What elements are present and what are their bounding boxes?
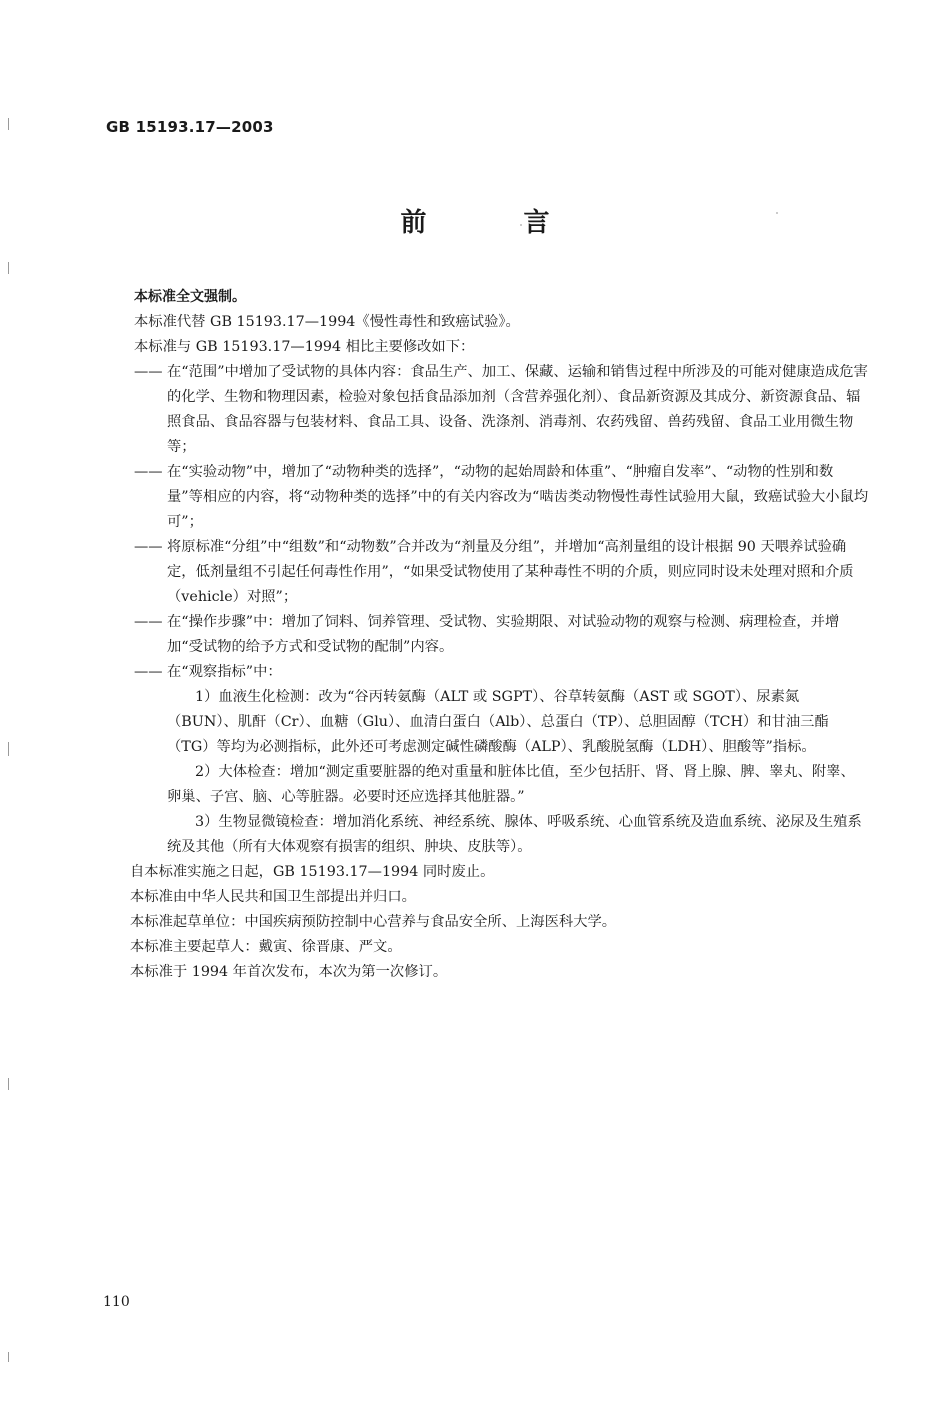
change-text: 在“实验动物”中，增加了“动物种类的选择”，“动物的起始周龄和体重”、“肿瘤自发率”、“动物的性别和数量”等相应的内容，将“动物种类的选择”中的有关内容改为“啮齿类动物慢性毒性试验用大鼠，致癌试验大小鼠均可”； — [167, 464, 869, 530]
change-text: 在“操作步骤”中：增加了饲料、饲养管理、受试物、实验期限、对试验动物的观察与检测、病理检查，并增加“受试物的给予方式和受试物的配制”内容。 — [167, 614, 840, 655]
observation-sub-item: 3）生物显微镜检查：增加消化系统、神经系统、腺体、呼吸系统、心血管系统及造血系统、泌尿及生殖系统及其他（所有大体观察有损害的组织、肿块、皮肤等）。 — [167, 814, 862, 855]
change-item — [134, 460, 869, 535]
replaces-statement: 本标准代替 GB 15193.17—1994《慢性毒性和致癌试验》。 — [134, 314, 520, 330]
observation-sub-item: 2）大体检查：增加“测定重要脏器的绝对重量和脏体比值，至少包括肝、肾、肾上腺、脾、睾丸、附睾、卵巢、子宫、脑、心等脏器。必要时还应选择其他脏器。” — [167, 764, 855, 805]
page-title: 前 言 — [400, 208, 594, 238]
scan-edge-line — [8, 742, 9, 756]
page-number: 110 — [103, 1294, 130, 1310]
change-text: 将原标准“分组”中“组数”和“动物数”合并改为“剂量及分组”，并增加“高剂量组的设计根据 90 天喂养试验确定，低剂量组不引起任何毒性作用”，“如果受试物使用了某种毒性不明的介质，则应同时设未处理对照和介质（vehicle）对照”； — [167, 539, 854, 605]
dash-mark: —— — [134, 539, 163, 555]
scan-edge-line — [8, 262, 9, 274]
foreword-body — [130, 285, 869, 985]
change-text: 在“观察指标”中： — [167, 664, 282, 680]
change-text: 在“范围”中增加了受试物的具体内容：食品生产、加工、保藏、运输和销售过程中所涉及的可能对健康造成危害的化学、生物和物理因素，检验对象包括食品添加剂（含营养强化剂）、食品新资源及其成分、新资源食品、辐照食品、食品容器与包装材料、食品工具、设备、洗涤剂、消毒剂、农药残留、兽药残留、食品工业用微生物等； — [167, 364, 868, 455]
change-item — [134, 360, 869, 460]
dash-mark: —— — [134, 614, 163, 630]
change-item — [134, 535, 869, 610]
closing-statement: 本标准由中华人民共和国卫生部提出并归口。 — [130, 889, 416, 905]
closing-statement: 本标准起草单位：中国疾病预防控制中心营养与食品安全所、上海医科大学。 — [130, 914, 617, 930]
standard-code-header: GB 15193.17—2003 — [106, 118, 274, 136]
dash-mark: —— — [134, 364, 163, 380]
changes-intro: 本标准与 GB 15193.17—1994 相比主要修改如下： — [134, 339, 475, 355]
closing-statement: 自本标准实施之日起，GB 15193.17—1994 同时废止。 — [130, 864, 495, 880]
scan-edge-line — [8, 1078, 9, 1090]
mandatory-statement: 本标准全文强制。 — [134, 289, 246, 305]
closing-statement: 本标准主要起草人：戴寅、徐晋康、严文。 — [130, 939, 402, 955]
observation-sub-item: 1）血液生化检测：改为“谷丙转氨酶（ALT 或 SGPT）、谷草转氨酶（AST 或 SGOT）、尿素氮（BUN）、肌酐（Cr）、血糖（Glu）、血清白蛋白（Alb）、总蛋白（TP）、总胆固醇（TCH）和甘油三酯（TG）等均为必测指标，此外还可考虑测定碱性磷酸酶（ALP）、乳酸脱氢酶（LDH）、胆酸等”指标。 — [167, 689, 829, 755]
change-item — [134, 610, 869, 660]
dash-mark: —— — [134, 664, 163, 680]
change-item — [134, 660, 869, 685]
closing-statement: 本标准于 1994 年首次发布，本次为第一次修订。 — [130, 964, 448, 980]
scan-edge-line — [8, 1352, 9, 1362]
dash-mark: —— — [134, 464, 163, 480]
scan-edge-line — [8, 118, 9, 130]
